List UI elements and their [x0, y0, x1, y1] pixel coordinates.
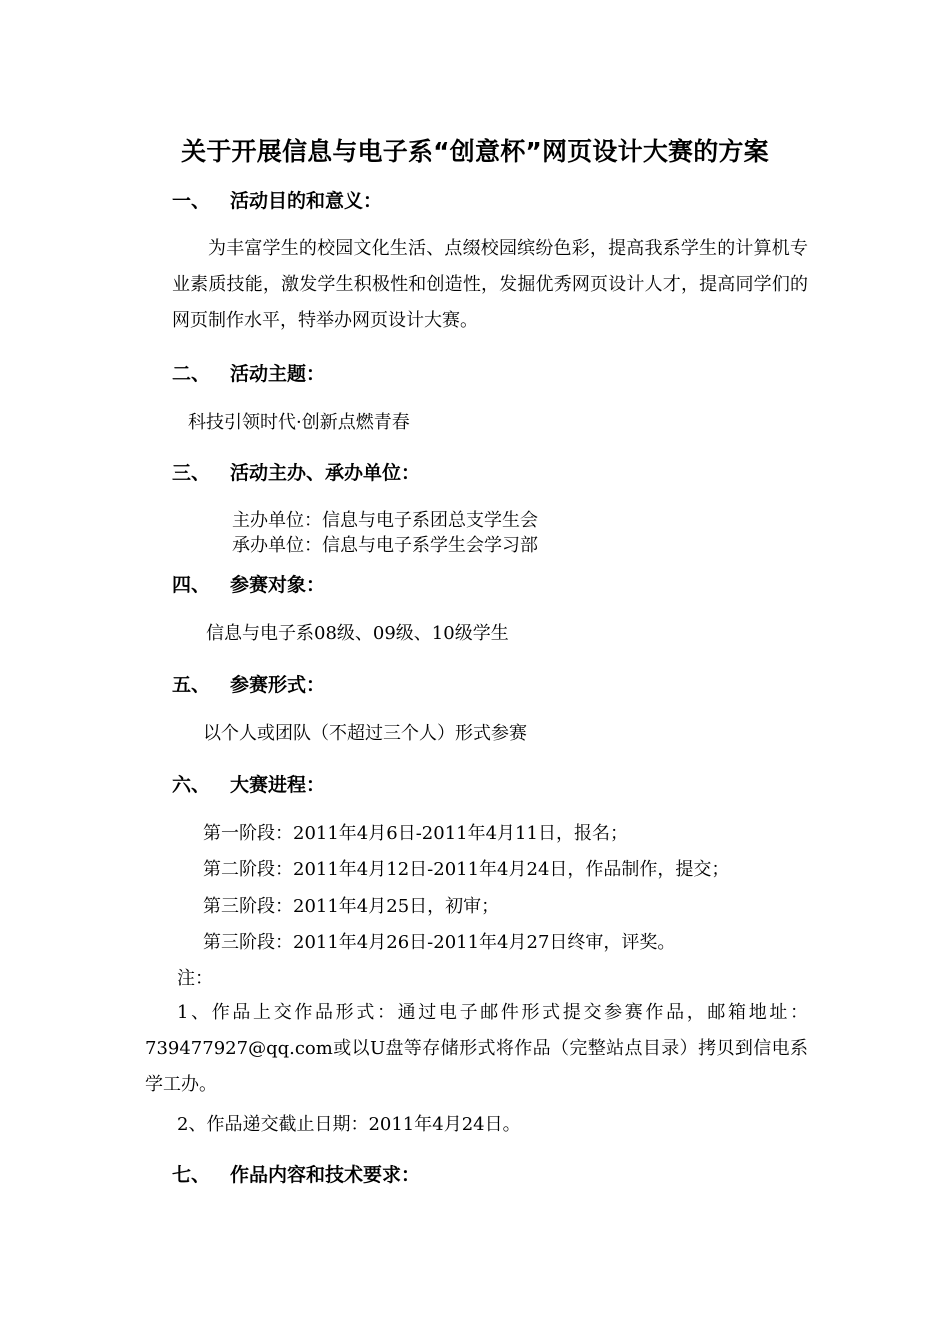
section-title: 活动主题： [230, 363, 326, 385]
section-title: 作品内容和技术要求： [230, 1164, 421, 1186]
section-heading-7 [172, 1161, 420, 1189]
section-title: 参赛形式： [230, 674, 326, 696]
section-number: 三、 [172, 462, 211, 484]
section-number: 六、 [172, 774, 211, 796]
section-heading-2 [172, 360, 325, 388]
section-title: 大赛进程： [230, 774, 326, 796]
section-heading-3 [172, 459, 420, 487]
schedule-item: 第一阶段：2011年4月6日-2011年4月11日，报名； [203, 823, 628, 844]
section-number: 二、 [172, 363, 211, 385]
theme-text: 科技引领时代·创新点燃青春 [188, 412, 410, 433]
section-heading-6 [172, 771, 325, 799]
section-number: 四、 [172, 574, 211, 596]
schedule-item: 第三阶段：2011年4月26日-2011年4月27日终审，评奖。 [203, 932, 676, 953]
format-text: 以个人或团队（不超过三个人）形式参赛 [203, 723, 527, 744]
section-title: 活动主办、承办单位： [230, 462, 421, 484]
schedule-item: 第三阶段：2011年4月25日，初审； [203, 896, 500, 917]
section-heading-4 [172, 571, 325, 599]
purpose-paragraph: 为丰富学生的校园文化生活、点缀校园缤纷色彩，提高我系学生的计算机专业素质技能，激发学生积极性和创造性，发掘优秀网页设计人才，提高同学们的网页制作水平，特举办网页设计大赛。 [172, 238, 808, 331]
document-title: 关于开展信息与电子系“创意杯”网页设计大赛的方案 [181, 137, 769, 166]
section-heading-1 [172, 187, 382, 215]
section-title: 参赛对象： [230, 574, 326, 596]
note-item-2: 2、作品递交截止日期：2011年4月24日。 [177, 1114, 521, 1135]
section-heading-5 [172, 671, 325, 699]
section-title: 活动目的和意义： [230, 190, 383, 212]
host-unit-text: 主办单位：信息与电子系团总支学生会 [232, 510, 538, 531]
note-item-1: 1、作品上交作品形式：通过电子邮件形式提交参赛作品，邮箱地址：739477927@qq.com或以U盘等存储形式将作品（完整站点目录）拷贝到信电系学工办。 [145, 1002, 808, 1095]
schedule-item: 第二阶段：2011年4月12日-2011年4月24日，作品制作，提交； [203, 859, 730, 880]
section-number: 五、 [172, 674, 211, 696]
section-number: 一、 [172, 190, 211, 212]
participants-text: 信息与电子系08级、09级、10级学生 [206, 623, 509, 644]
organizer-unit-text: 承办单位：信息与电子系学生会学习部 [232, 535, 538, 556]
note-label: 注： [177, 968, 213, 989]
section-number: 七、 [172, 1164, 211, 1186]
